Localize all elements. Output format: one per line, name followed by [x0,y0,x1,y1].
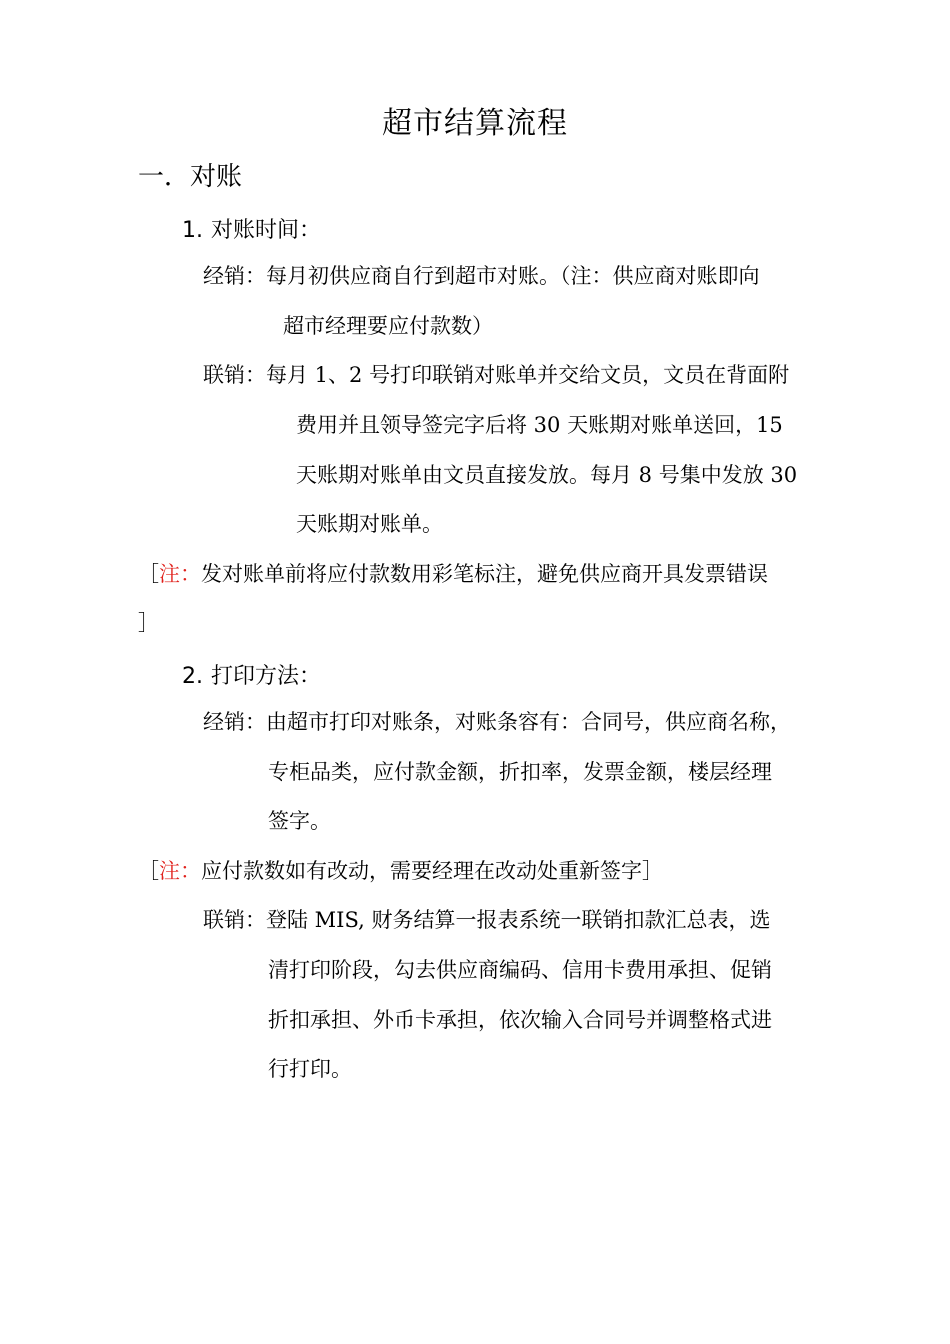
section-heading-reconciliation: 一．对账 [138,162,243,192]
document-title: 超市结算流程 [382,106,568,141]
subsection-heading-print-method [182,662,321,692]
note-open-bracket: ［ [138,562,159,586]
paragraph-label: 经销： [203,264,266,288]
subsection-title: 对账时间： [211,218,322,243]
note-line [138,560,768,588]
subsection-number: 2. [182,664,203,689]
subsection-number: 1. [182,218,203,243]
paragraph-line: 清打印阶段，勾去供应商编码、信用卡费用承担、促销 [268,958,772,982]
paragraph-line [203,361,789,389]
paragraph-line: 折扣承担、外币卡承担，依次输入合同号并调整格式进 [268,1008,772,1032]
paragraph-text: 登陆 MIS, 财务结算一报表系统一联销扣款汇总表，选 [266,908,771,932]
paragraph-label: 经销： [203,710,266,734]
paragraph-line [203,262,760,290]
paragraph-line: 专柜品类，应付款金额，折扣率，发票金额，楼层经理 [268,760,772,784]
paragraph-line: 费用并且领导签完字后将 30 天账期对账单送回，15 [296,413,783,437]
note-label: 注： [159,859,201,883]
paragraph-label: 联销： [203,908,266,932]
note-text: 发对账单前将应付款数用彩笔标注，避免供应商开具发票错误 [201,562,768,586]
note-line [138,857,663,885]
note-text: 应付款数如有改动，需要经理在改动处重新签字］ [201,859,663,883]
subsection-title: 打印方法： [211,664,322,689]
paragraph-line: 行打印。 [268,1057,352,1081]
paragraph-line: 天账期对账单。 [296,512,443,536]
note-label: 注： [159,562,201,586]
paragraph-text: 由超市打印对账条，对账条容有：合同号，供应商名称， [266,710,791,734]
paragraph-line: 超市经理要应付款数） [283,314,493,338]
subsection-heading-reconciliation-time [182,216,321,246]
note-open-bracket: ［ [138,859,159,883]
paragraph-text: 每月初供应商自行到超市对账。（注：供应商对账即向 [266,264,760,288]
paragraph-line: 天账期对账单由文员直接发放。每月 8 号集中发放 30 [296,463,798,487]
note-close-bracket: ］ [138,611,159,635]
paragraph-label: 联销： [203,363,266,387]
paragraph-line [203,906,770,934]
paragraph-line: 签字。 [268,809,331,833]
paragraph-text: 每月 1、2 号打印联销对账单并交给文员，文员在背面附 [266,363,790,387]
paragraph-line [203,708,791,736]
